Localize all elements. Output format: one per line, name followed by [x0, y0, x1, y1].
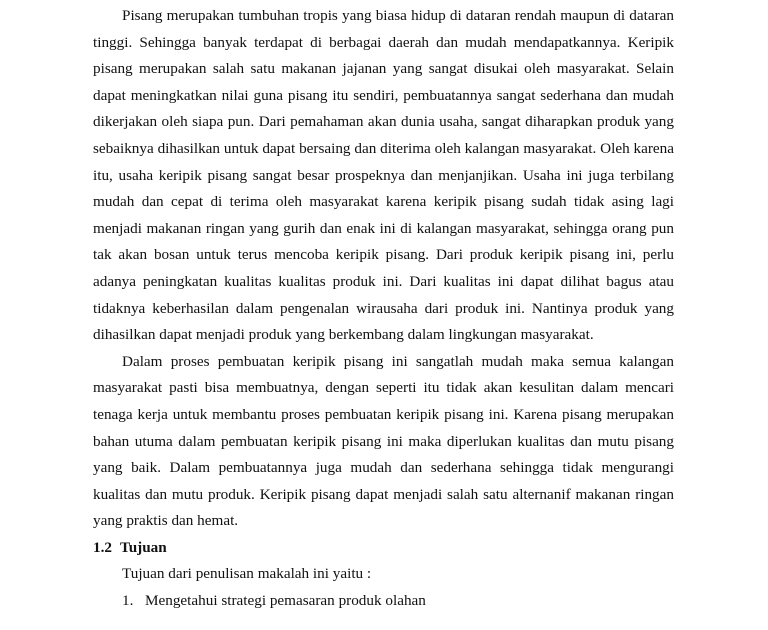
section-number: 1.2: [93, 538, 112, 556]
list-marker: 1.: [122, 592, 134, 610]
objectives-list: [93, 588, 674, 615]
document-page: [93, 3, 674, 615]
list-intro: Tujuan dari penulisan makalah ini yaitu :: [122, 565, 372, 583]
list-item: [93, 588, 674, 615]
section-heading: [93, 535, 674, 562]
list-item-text: Mengetahui strategi pemasaran produk olahan: [145, 592, 426, 610]
paragraph: Dalam proses pembuatan keripik pisang ini sangatlah mudah maka semua kalangan masyarakat pasti bisa membuatnya, dengan seperti itu tidak akan kesulitan dalam mencari tenaga kerja untuk membantu proses pembuatan keripik pisang ini. Karena pisang merupakan bahan utuma dalam pembuatan keripik pisang ini maka diperlukan kualitas dan mutu pisang yang baik. Dalam pembuatannya juga mudah dan sederhana sehingga tidak mengurangi kualitas dan mutu produk. Keripik pisang dapat menjadi salah satu alternanif makanan ringan yang praktis dan hemat.: [93, 352, 674, 530]
section-title: Tujuan: [120, 538, 167, 556]
paragraph: Pisang merupakan tumbuhan tropis yang biasa hidup di dataran rendah maupun di dataran tinggi. Sehingga banyak terdapat di berbagai daerah dan mudah mendapatkannya. Keripik pisang merupakan salah satu makanan jajanan yang sangat disukai oleh masyarakat. Selain dapat meningkatkan nilai guna pisang itu sendiri, pembuatannya sangat sederhana dan mudah dikerjakan oleh siapa pun. Dari pemahaman akan dunia usaha, sangat diharapkan produk yang sebaiknya dihasilkan untuk dapat bersaing dan diterima oleh kalangan masyarakat. Oleh karena itu, usaha keripik pisang sangat besar prospeknya dan menjanjikan. Usaha ini juga terbilang mudah dan cepat di terima oleh masyarakat karena keripik pisang sudah tidak asing lagi menjadi makanan ringan yang gurih dan enak ini di kalangan masyarakat, sehingga orang pun tak akan bosan untuk terus mencoba keripik pisang. Dari produk keripik pisang ini, perlu adanya peningkatan kualitas kualitas produk ini. Dari kualitas ini dapat dilihat bagus atau tidaknya keberhasilan dalam pengenalan wirausaha dari produk ini. Nantinya produk yang dihasilkan dapat menjadi produk yang berkembang dalam lingkungan masyarakat.: [93, 7, 674, 344]
